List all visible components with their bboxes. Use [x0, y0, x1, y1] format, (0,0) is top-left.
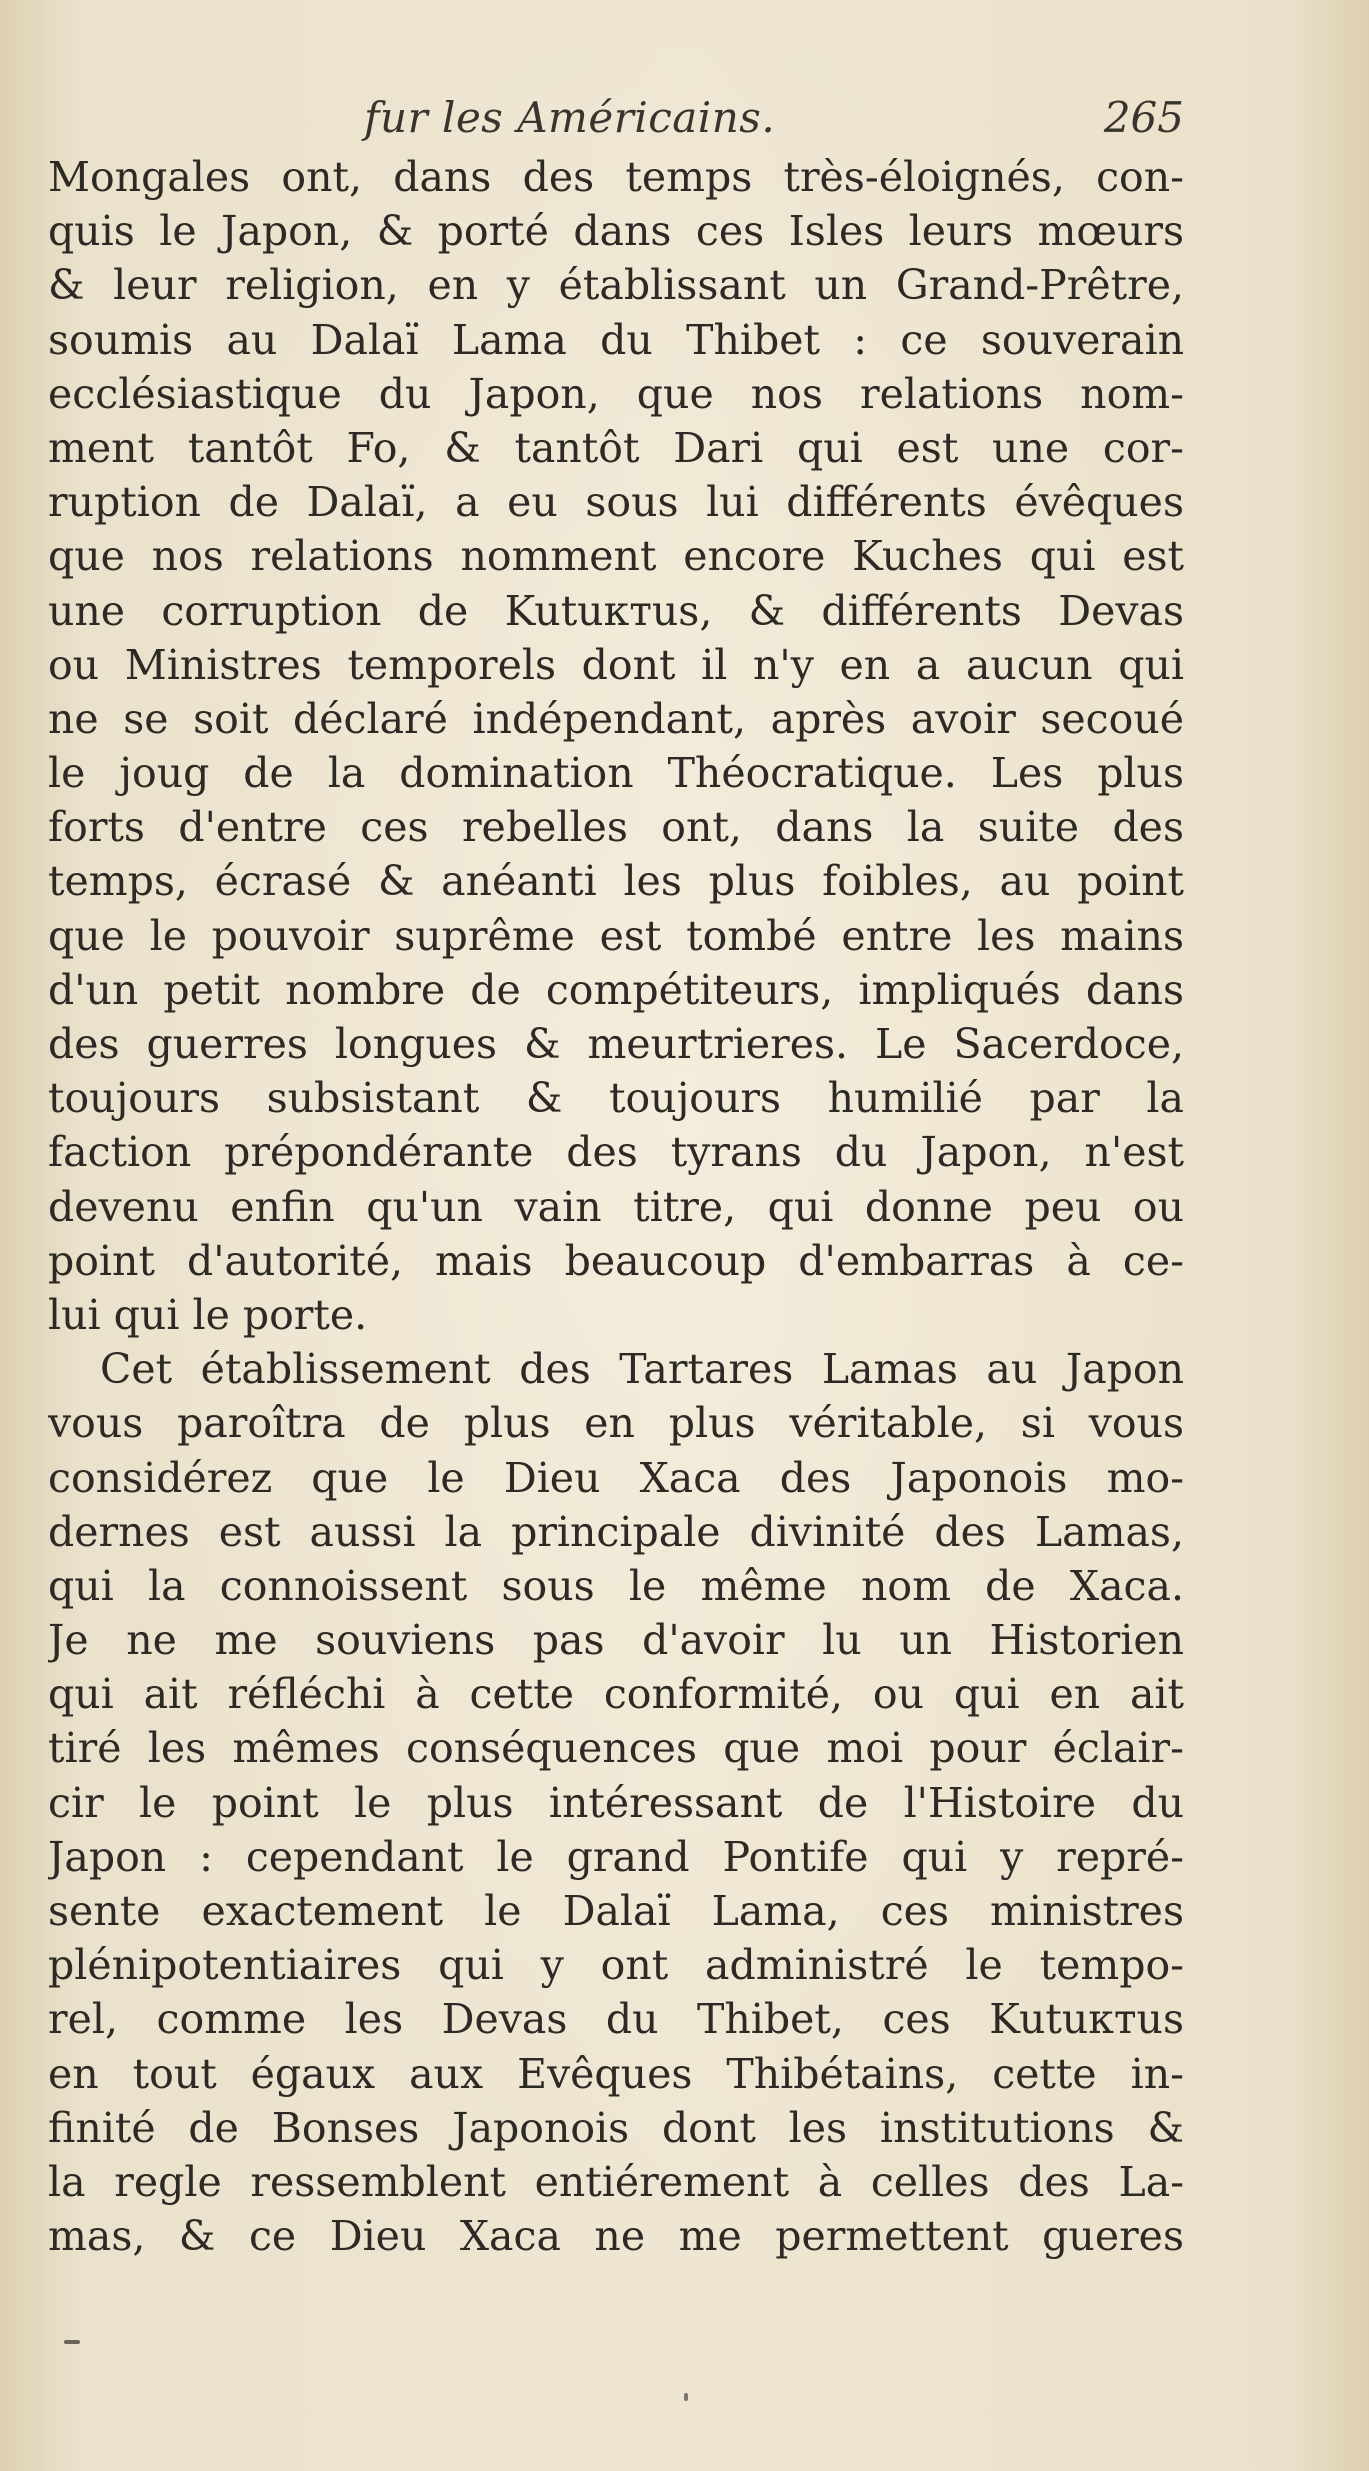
page-number: 265: [1103, 93, 1184, 142]
text-line: finité de Bonses Japonois dont les institutions &: [48, 2103, 1184, 2152]
text-line: que nos relations nomment encore Kuches qui est: [48, 532, 1184, 581]
text-line: forts d'entre ces rebelles ont, dans la suite des: [48, 803, 1184, 852]
text-line: quis le Japon, & porté dans ces Isles leurs mœurs: [48, 207, 1184, 256]
text-line: qui ait réfléchi à cette conformité, ou qui en ait: [48, 1670, 1184, 1719]
text-line: & leur religion, en y établissant un Grand-Prêtre,: [48, 261, 1184, 310]
paragraph-first-line: Cet établissement des Tartares Lamas au Japon: [100, 1345, 1184, 1394]
text-line: vous paroîtra de plus en plus véritable, si vous: [48, 1399, 1184, 1448]
text-line: ne se soit déclaré indépendant, après avoir secoué: [48, 694, 1184, 743]
text-line: mas, & ce Dieu Xaca ne me permettent gueres: [48, 2212, 1184, 2261]
running-head: [64, 86, 1184, 150]
text-line: Je ne me souviens pas d'avoir lu un Historien: [48, 1616, 1184, 1665]
ink-mark: [64, 2340, 80, 2344]
text-line: ment tantôt Fo, & tantôt Dari qui est une cor-: [48, 423, 1184, 472]
text-line: ou Ministres temporels dont il n'y en a aucun qui: [48, 640, 1184, 689]
text-line: Japon : cependant le grand Pontife qui y repré-: [48, 1832, 1184, 1881]
text-line: rel, comme les Devas du Thibet, ces Kutuктus: [48, 1995, 1184, 2044]
text-line: une corruption de Kutuктus, & différents Devas: [48, 586, 1184, 635]
text-line: plénipotentiaires qui y ont administré le tempo-: [48, 1941, 1184, 1990]
paragraph-end-line: lui qui le porte.: [48, 1290, 368, 1339]
ink-mark: [684, 2393, 688, 2401]
text-line: tiré les mêmes conséquences que moi pour éclair-: [48, 1724, 1184, 1773]
text-line: toujours subsistant & toujours humilié par la: [48, 1074, 1184, 1123]
text-line: cir le point le plus intéressant de l'Histoire du: [48, 1778, 1184, 1827]
text-line: Mongales ont, dans des temps très-éloignés, con-: [48, 153, 1184, 201]
text-line: temps, écrasé & anéanti les plus foibles, au point: [48, 857, 1184, 906]
text-line: que le pouvoir suprême est tombé entre les mains: [48, 911, 1184, 960]
text-line: en tout égaux aux Evêques Thibétains, cette in-: [48, 2049, 1184, 2098]
text-line: soumis au Dalaï Lama du Thibet : ce souverain: [48, 315, 1184, 364]
text-line: d'un petit nombre de compétiteurs, impliqués dans: [48, 965, 1184, 1014]
text-line: point d'autorité, mais beaucoup d'embarras à ce-: [48, 1236, 1184, 1285]
text-line: devenu enfin qu'un vain titre, qui donne peu ou: [48, 1182, 1184, 1231]
text-line: considérez que le Dieu Xaca des Japonois mo-: [48, 1453, 1184, 1502]
text-line: faction prépondérante des tyrans du Japon, n'est: [48, 1128, 1184, 1177]
body-text: [48, 150, 1184, 2263]
text-line: sente exactement le Dalaï Lama, ces ministres: [48, 1887, 1184, 1935]
text-line: ruption de Dalaï, a eu sous lui différents évêques: [48, 478, 1184, 527]
running-title: fur les Américains.: [364, 93, 776, 142]
text-line: dernes est aussi la principale divinité des Lamas,: [48, 1507, 1184, 1556]
text-line: la regle ressemblent entiérement à celles des La-: [48, 2157, 1184, 2206]
text-line: des guerres longues & meurtrieres. Le Sacerdoce,: [48, 1020, 1184, 1068]
text-line: le joug de la domination Théocratique. Les plus: [48, 749, 1184, 798]
text-line: ecclésiastique du Japon, que nos relations nom-: [48, 369, 1184, 418]
text-line: qui la connoissent sous le même nom de Xaca.: [48, 1561, 1184, 1610]
